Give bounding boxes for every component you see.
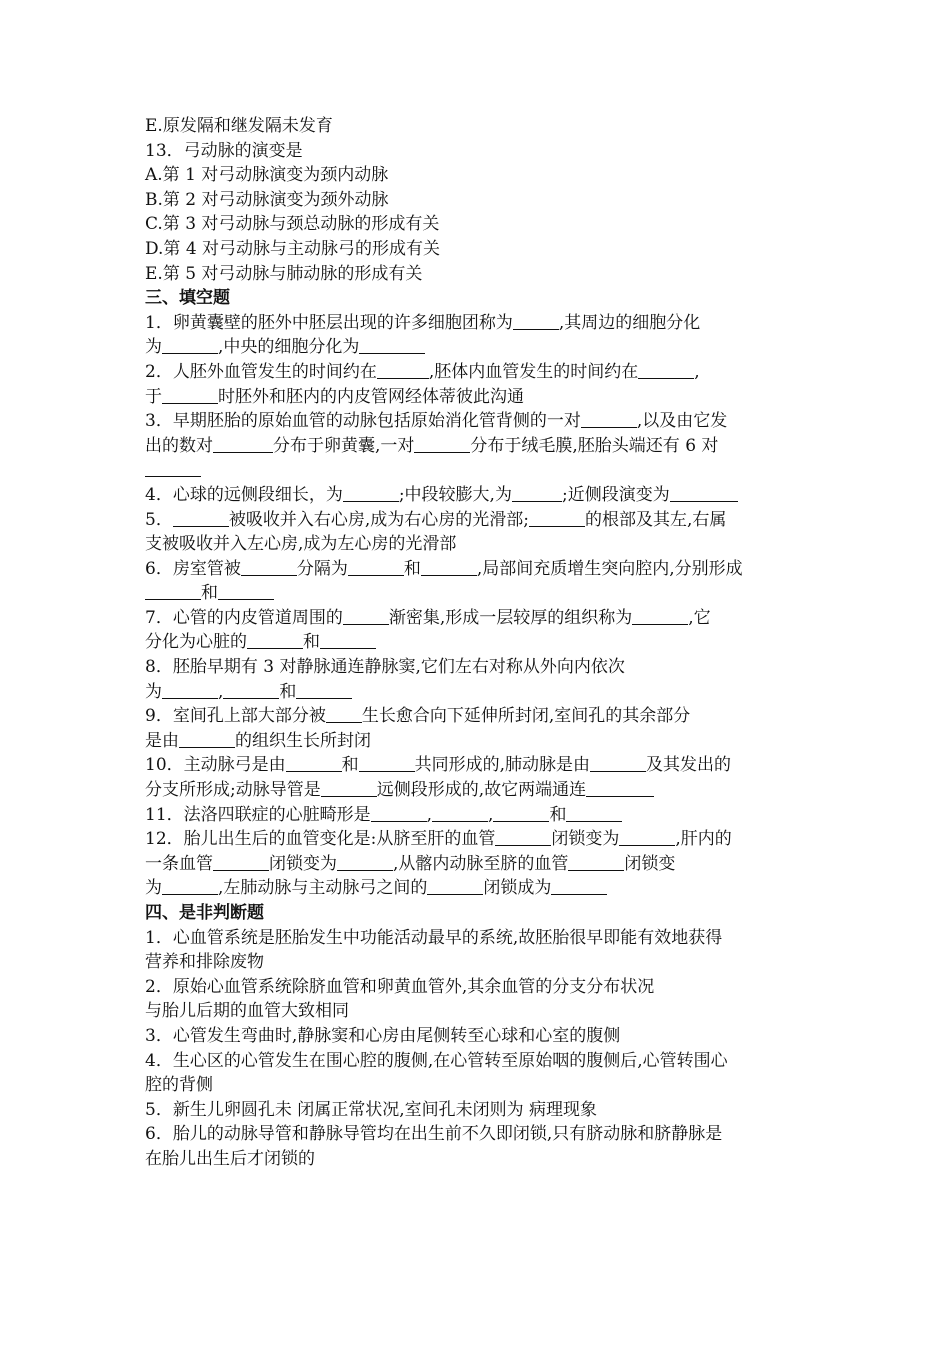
blank: [296, 681, 352, 699]
blank: [493, 804, 549, 822]
fill-question-5: 5． 被吸收并入右心房,成为右心房的光滑部; 的根部及其左,右属: [145, 509, 727, 530]
blank: [581, 410, 637, 428]
blank: [213, 853, 269, 871]
blank: [145, 459, 201, 477]
blank: [551, 877, 607, 895]
blank: [427, 877, 483, 895]
blank: [247, 631, 303, 649]
blank: [371, 804, 427, 822]
fill-question-12-cont: 为 ,左肺动脉与主动脉弓之间的 闭锁成为: [145, 876, 805, 901]
blank: [529, 509, 585, 527]
fill-question-7: 7．心管的内皮管道周围的 渐密集,形成一层较厚的组织称为 ,它: [145, 607, 711, 628]
blank: [173, 509, 229, 527]
blank: [213, 435, 273, 453]
blank: [432, 804, 488, 822]
choice-line: C.第 3 对弓动脉与颈总动脉的形成有关: [145, 214, 440, 235]
choice-line: B.第 2 对弓动脉演变为颈外动脉: [145, 189, 389, 210]
blank: [320, 631, 376, 649]
document-page: [145, 114, 805, 1172]
blank: [326, 705, 362, 723]
fill-question-2-cont: 于 时胚外和胚内的内皮管网经体蒂彼此沟通: [145, 386, 524, 407]
fill-question-9: 9．室间孔上部大部分被 生长愈合向下延伸所封闭,室间孔的其余部分: [145, 706, 691, 727]
fill-question-9-cont: 是由 的组织生长所封闭: [145, 730, 371, 751]
tf-question-6: 6．胎儿的动脉导管和静脉导管均在出生前不久即闭锁,只有脐动脉和脐静脉是: [145, 1124, 723, 1145]
tf-question-6-cont: 在胎儿出生后才闭锁的: [145, 1148, 315, 1169]
tf-question-5: 5．新生儿卵圆孔未 闭属正常状况,室间孔未闭则为 病理现象: [145, 1099, 598, 1120]
fill-question-5-cont: 支被吸收并入左心房,成为左心房的光滑部: [145, 534, 457, 555]
tf-question-2-cont: 与胎儿后期的血管大致相同: [145, 1001, 349, 1022]
fill-question-12-cont: 一条血管 闭锁变为 ,从髂内动脉至脐的血管 闭锁变: [145, 853, 676, 874]
fill-question-8-cont: 为 , 和: [145, 680, 805, 705]
blank: [218, 582, 274, 600]
blank: [348, 558, 404, 576]
fill-question-3-cont: 出的数对 分布于卵黄囊,一对 分布于绒毛膜,胚胎头端还有 6 对: [145, 435, 719, 456]
blank: [513, 312, 559, 330]
choice-line: D.第 4 对弓动脉与主动脉弓的形成有关: [145, 238, 441, 259]
question-13: 13．弓动脉的演变是: [145, 140, 303, 161]
tf-question-2: 2．原始心血管系统除脐血管和卵黄血管外,其余血管的分支分布状况: [145, 976, 655, 997]
tf-question-1: 1．心血管系统是胚胎发生中功能活动最早的系统,故胚胎很早即能有效地获得: [145, 927, 723, 948]
fill-question-3-cont: [145, 458, 805, 483]
fill-section-heading: 三、填空题: [145, 288, 230, 309]
tf-question-4: 4．生心区的心管发生在围心腔的腹侧,在心管转至原始咽的腹侧后,心管转围心: [145, 1050, 728, 1071]
blank: [359, 336, 425, 354]
blank: [619, 828, 675, 846]
blank: [638, 361, 694, 379]
blank: [632, 607, 688, 625]
blank: [377, 361, 429, 379]
blank: [590, 754, 646, 772]
blank: [566, 804, 622, 822]
blank: [359, 754, 415, 772]
blank: [512, 484, 562, 502]
choice-line: E.原发隔和继发隔未发育: [145, 116, 333, 136]
blank: [145, 582, 201, 600]
blank: [162, 386, 218, 404]
fill-question-12: 12．胎儿出生后的血管变化是:从脐至肝的血管 闭锁变为 ,肝内的: [145, 829, 732, 850]
blank: [162, 877, 218, 895]
fill-question-2: 2．人胚外血管发生的时间约在 ,胚体内血管发生的时间约在 ,: [145, 361, 700, 382]
blank: [670, 484, 738, 502]
true-false-section-heading: 四、是非判断题: [145, 903, 264, 923]
fill-question-8: 8．胚胎早期有 3 对静脉通连静脉窦,它们左右对称从外向内依次: [145, 657, 625, 678]
blank: [343, 484, 399, 502]
blank: [223, 681, 279, 699]
blank: [241, 558, 297, 576]
fill-question-11: 11．法洛四联症的心脏畸形是 , , 和: [145, 803, 805, 828]
fill-question-1: 1．卵黄囊壁的胚外中胚层出现的许多细胞团称为 ,其周边的细胞分化: [145, 312, 701, 333]
blank: [162, 336, 218, 354]
fill-question-6-cont: 和: [145, 581, 805, 606]
blank: [414, 435, 470, 453]
fill-question-3: 3．早期胚胎的原始血管的动脉包括原始消化管背侧的一对 ,以及由它发: [145, 411, 728, 432]
blank: [586, 779, 654, 797]
fill-question-4: 4．心球的远侧段细长，为 ;中段较膨大,为 ;近侧段演变为: [145, 483, 805, 508]
blank: [286, 754, 342, 772]
blank: [179, 730, 235, 748]
fill-question-6: 6．房室管被 分隔为 和 ,局部间充质增生突向腔内,分别形成: [145, 558, 743, 579]
blank: [162, 681, 218, 699]
fill-question-1-cont: 为 ,中央的细胞分化为: [145, 335, 805, 360]
fill-question-10: 10．主动脉弓是由 和 共同形成的,肺动脉是由 及其发出的: [145, 755, 732, 776]
tf-question-4-cont: 腔的背侧: [145, 1075, 213, 1096]
blank: [421, 558, 477, 576]
blank: [495, 828, 551, 846]
tf-question-1-cont: 营养和排除废物: [145, 952, 264, 973]
fill-question-7-cont: 分化为心脏的 和: [145, 630, 805, 655]
blank: [343, 607, 389, 625]
choice-line: E.第 5 对弓动脉与肺动脉的形成有关: [145, 263, 423, 284]
fill-question-10-cont: 分支所形成;动脉导管是 远侧段形成的,故它两端通连: [145, 778, 805, 803]
blank: [337, 853, 393, 871]
blank: [568, 853, 624, 871]
tf-question-3: 3．心管发生弯曲时,静脉窦和心房由尾侧转至心球和心室的腹侧: [145, 1025, 621, 1046]
choice-line: A.第 1 对弓动脉演变为颈内动脉: [145, 165, 389, 186]
blank: [321, 779, 377, 797]
